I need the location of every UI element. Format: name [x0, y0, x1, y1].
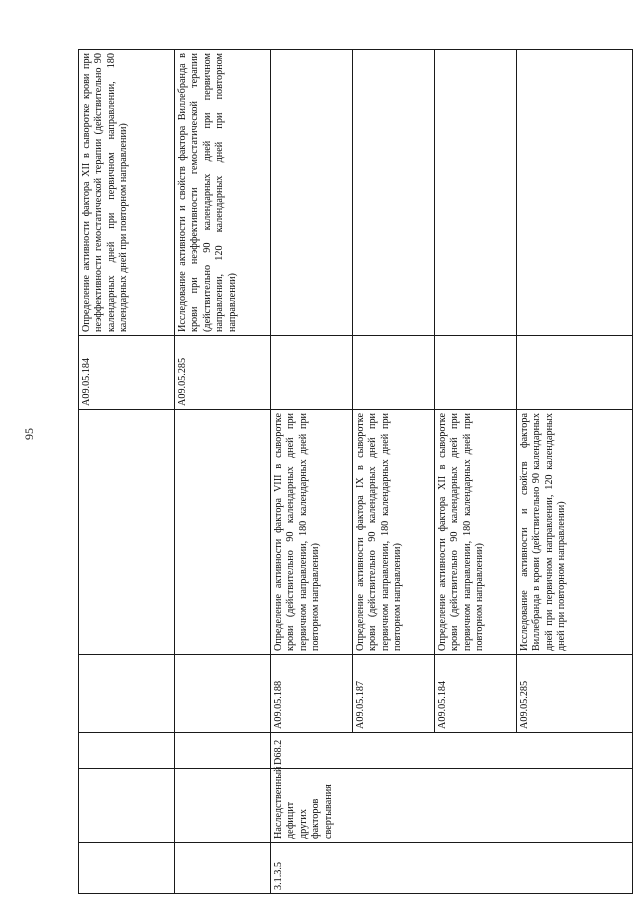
service-description: Определение активности фактора IX в сыворотке крови (действительно 90 календарных дней при первичном направлении, 180 календарных дней при повторном направлении)	[353, 410, 435, 655]
service-description: Определение активности фактора XII в сыворотке крови при неэффективности гемостатической терапии (действительно 90 календарных дней при первичном направлении, 180 календарных дней при повторном направлении)	[79, 50, 175, 336]
services-table	[78, 49, 633, 894]
section-code: 3.1.3.5	[271, 843, 633, 894]
service-code: A09.05.184	[79, 336, 175, 410]
service-code: A09.05.285	[517, 655, 633, 733]
disease-name: Наследственный дефицит других факторов свертывания	[271, 769, 633, 843]
service-code: A09.05.285	[175, 336, 271, 410]
service-code: A09.05.188	[271, 655, 353, 733]
empty-cell	[271, 336, 353, 410]
empty-cell	[175, 769, 271, 843]
empty-cell	[175, 843, 271, 894]
empty-cell	[79, 843, 175, 894]
table-row	[79, 50, 175, 894]
service-code: A09.05.184	[435, 655, 517, 733]
service-description: Определение активности фактора VIII в сыворотке крови (действительно 90 календарных дней при первичном направлении, 180 календарных дней при повторном направлении)	[271, 410, 353, 655]
service-description: Определение активности фактора XII в сыворотке крови (действительно 90 календарных дней при первичном направлении, 180 календарных дней при повторном направлении)	[435, 410, 517, 655]
empty-cell	[435, 336, 517, 410]
empty-cell	[353, 336, 435, 410]
empty-cell	[79, 655, 175, 733]
empty-cell	[271, 50, 353, 336]
empty-cell	[79, 769, 175, 843]
empty-cell	[79, 410, 175, 655]
page-number: 95	[22, 428, 36, 440]
empty-cell	[79, 733, 175, 769]
service-description: Исследование активности и свойств фактора Виллебранда в крови при неэффективности гемостатической терапии (действительно 90 календарных дней при первичном направлении, 120 календарных дней при повторном направлении)	[175, 50, 271, 336]
empty-cell	[517, 336, 633, 410]
icd-code: D68.2	[271, 733, 633, 769]
empty-cell	[175, 410, 271, 655]
service-code: A09.05.187	[353, 655, 435, 733]
empty-cell	[517, 50, 633, 336]
service-description: Исследование активности и свойств фактора Виллебранда в крови (действительно 90 календарных дней при первичном направлении, 120 календарных дней при повторном направлении)	[517, 410, 633, 655]
rotated-table-container	[78, 50, 633, 894]
table-row	[175, 50, 271, 894]
empty-cell	[175, 733, 271, 769]
empty-cell	[353, 50, 435, 336]
table-row	[271, 50, 353, 894]
empty-cell	[435, 50, 517, 336]
empty-cell	[175, 655, 271, 733]
